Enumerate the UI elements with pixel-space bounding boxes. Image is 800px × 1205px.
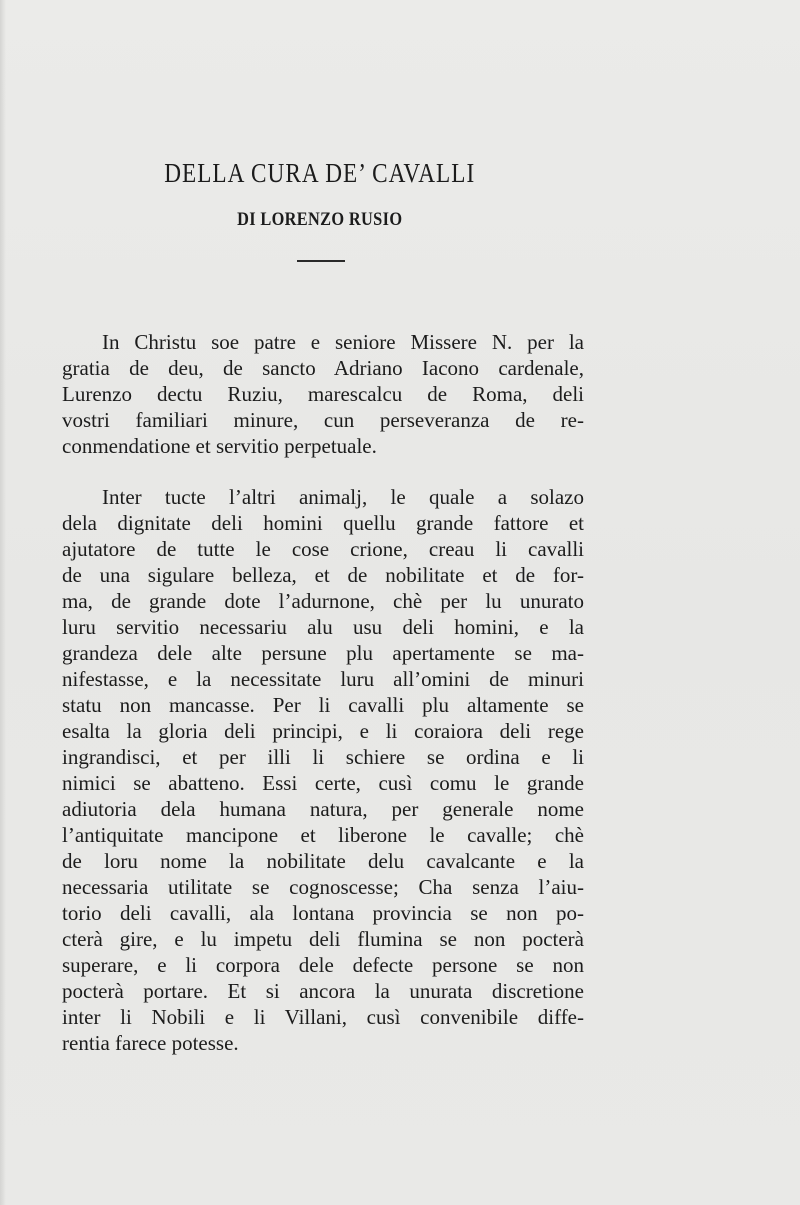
- paragraph-body: [62, 484, 584, 1056]
- text-line: pocterà portare. Et si ancora la unurata discretione: [62, 979, 584, 1003]
- text-line: de una sigulare belleza, et de nobilitate et de for-: [62, 563, 584, 587]
- text-line: ma, de grande dote l’adurnone, chè per lu unurato: [62, 589, 584, 613]
- text-line: dela dignitate deli homini quellu grande fattore et: [62, 511, 584, 535]
- text-line: esalta la gloria deli principi, e li coraiora deli rege: [62, 719, 584, 743]
- text-line: grandeza dele alte persune plu apertamente se ma-: [62, 641, 584, 665]
- text-line: torio deli cavalli, ala lontana provincia se non po-: [62, 901, 584, 925]
- text-line: rentia farece potesse.: [62, 1031, 239, 1055]
- text-line: necessaria utilitate se cognoscesse; Cha senza l’aiu-: [62, 875, 584, 899]
- text-line: ajutatore de tutte le cose crione, creau li cavalli: [62, 537, 584, 561]
- text-line: inter li Nobili e li Villani, cusì convenibile diffe-: [62, 1005, 584, 1029]
- text-line: adiutoria dela humana natura, per generale nome: [62, 797, 584, 821]
- chapter-title: DELLA CURA DE’ CAVALLI: [164, 158, 476, 188]
- page-edge-shadow: [0, 0, 6, 1205]
- text-line: Inter tucte l’altri animalj, le quale a solazo: [102, 485, 584, 509]
- text-line: In Christu soe patre e seniore Missere N. per la: [102, 330, 584, 354]
- text-line: cterà gire, e lu impetu deli flumina se non pocterà: [62, 927, 584, 951]
- text-line: de loru nome la nobilitate delu cavalcante e la: [62, 849, 584, 873]
- author-heading: DI LORENZO RUSIO: [237, 209, 403, 230]
- paragraph-dedication: [62, 329, 584, 459]
- text-line: statu non mancasse. Per li cavalli plu altamente se: [62, 693, 584, 717]
- text-line: ingrandisci, et per illi li schiere se ordina e li: [62, 745, 584, 769]
- text-line: superare, e li corpora dele defecte persone se non: [62, 953, 584, 977]
- text-line: nifestasse, e la necessitate luru all’omini de minuri: [62, 667, 584, 691]
- text-line: Lurenzo dectu Ruziu, marescalcu de Roma, deli: [62, 382, 584, 406]
- text-line: conmendatione et servitio perpetuale.: [62, 434, 377, 458]
- title-rule: [297, 260, 345, 262]
- text-line: luru servitio necessariu alu usu deli homini, e la: [62, 615, 584, 639]
- text-line: gratia de deu, de sancto Adriano Iacono cardenale,: [62, 356, 584, 380]
- text-line: l’antiquitate mancipone et liberone le cavalle; chè: [62, 823, 584, 847]
- text-line: vostri familiari minure, cun perseveranza de re-: [62, 408, 584, 432]
- text-line: nimici se abatteno. Essi certe, cusì comu le grande: [62, 771, 584, 795]
